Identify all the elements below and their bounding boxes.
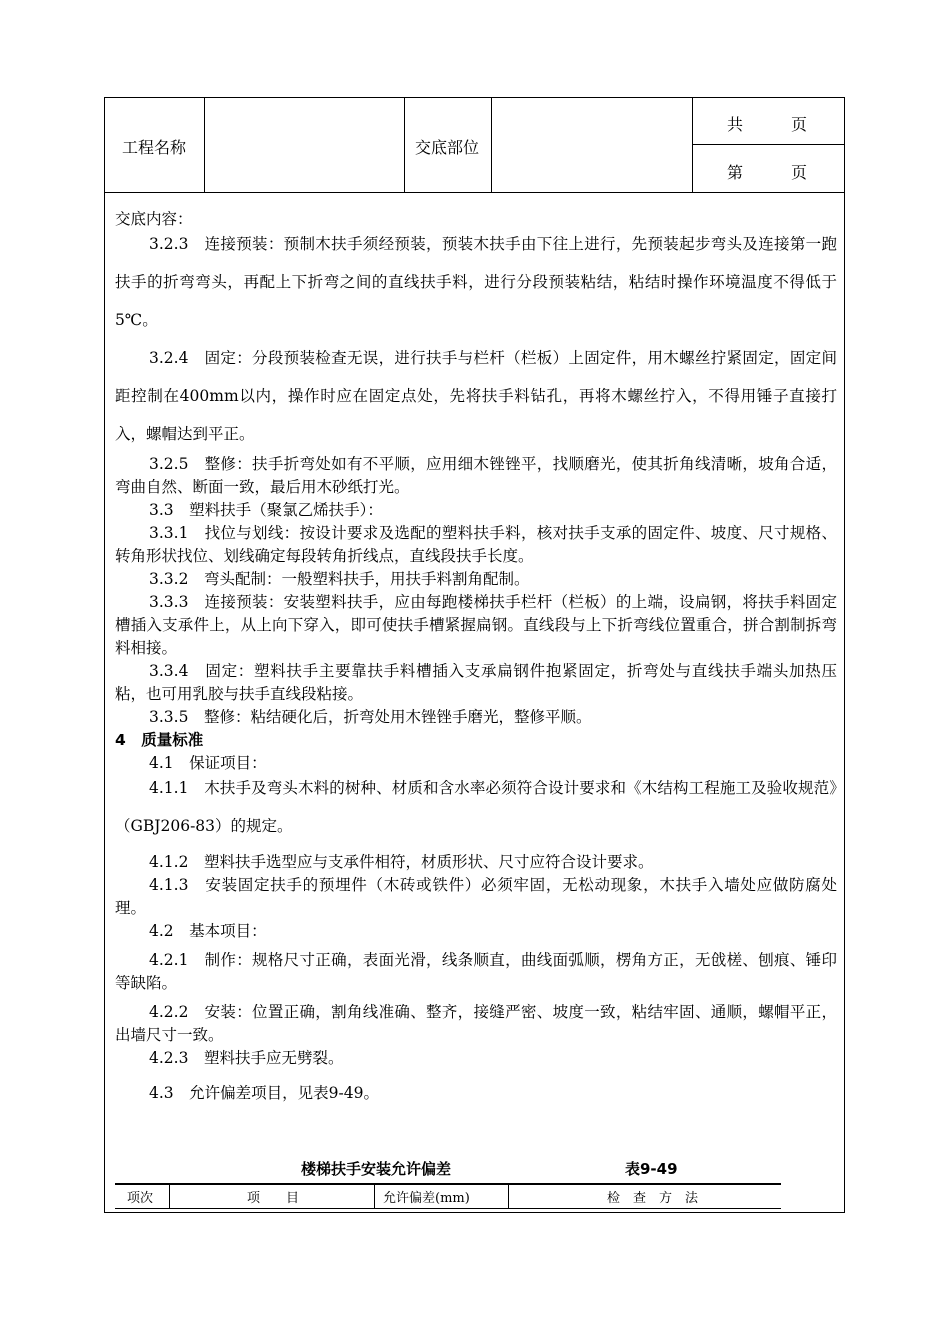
heading-3-3: 3.3 塑料扶手（聚氯乙烯扶手）： — [149, 501, 383, 519]
header-divider — [404, 98, 405, 193]
paragraph-3-2-5: 3.2.5 整修：扶手折弯处如有不平顺，应用细木锉锉平，找顺磨光，使其折角线清晰，坡角合适，弯曲自然、断面一致，最后用木砂纸打光。 — [115, 455, 837, 496]
heading-4-1: 4.1 保证项目： — [149, 754, 267, 772]
total-pages: 共 页 — [727, 115, 808, 134]
table-column-divider — [374, 1185, 375, 1209]
paragraph-4-1-3: 4.1.3 安装固定扶手的预埋件（木砖或铁件）必须牢固，无松动现象，木扶手入墙处应做防腐处理。 — [115, 876, 837, 917]
column-header-tolerance: 允许偏差(mm) — [383, 1191, 470, 1206]
paragraph-3-3-3: 3.3.3 连接预装：安装塑料扶手，应由每跑楼梯扶手栏杆（栏板）的上端，设扁钢，将扶手料固定槽插入支承件上，从上向下穿入，即可使扶手槽紧握扁钢。直线段与上下折弯线位置重合，拼合割制拆弯料相接。 — [115, 593, 837, 657]
table-column-divider — [508, 1185, 509, 1209]
page-number: 第 页 — [727, 163, 808, 182]
project-name-label: 工程名称 — [122, 138, 187, 157]
header-divider — [204, 98, 205, 193]
paragraph-4-2-1: 4.2.1 制作：规格尺寸正确，表面光滑，线条顺直，曲线面弧顺，楞角方正，无戗槎、刨痕、锤印等缺陷。 — [115, 951, 837, 992]
column-header-method: 检 查 方 法 — [607, 1191, 699, 1206]
table-title: 楼梯扶手安装允许偏差 — [301, 1160, 452, 1178]
paragraph-3-3-2: 3.3.2 弯头配制：一般塑料扶手，用扶手料割角配制。 — [149, 570, 530, 588]
header-table — [105, 98, 844, 193]
paragraph-4-2-2: 4.2.2 安装：位置正确，割角线准确、整齐，接缝严密、坡度一致，粘结牢固、通顺，螺帽平正，出墙尺寸一致。 — [115, 1003, 837, 1044]
header-divider — [692, 98, 693, 193]
table-column-divider — [169, 1185, 170, 1209]
paragraph-3-2-4: 3.2.4 固定：分段预装检查无误，进行扶手与栏杆（栏板）上固定件，用木螺丝拧紧固定，固定间距控制在400mm以内，操作时应在固定点处，先将扶手料钻孔，再将木螺丝拧入，不得用锤子直接打入，螺帽达到平正。 — [115, 349, 837, 443]
document-frame — [104, 97, 845, 1213]
heading-4-2: 4.2 基本项目： — [149, 922, 267, 940]
paragraph-3-3-1: 3.3.1 找位与划线：按设计要求及选配的塑料扶手料，核对扶手支承的固定件、坡度、尺寸规格、转角形状找位、划线确定每段转角折线点，直线段扶手长度。 — [115, 524, 837, 565]
paragraph-3-3-5: 3.3.5 整修：粘结硬化后，折弯处用木锉锉手磨光，整修平顺。 — [149, 708, 592, 726]
paragraph-4-1-1: 4.1.1 木扶手及弯头木料的树种、材质和含水率必须符合设计要求和《木结构工程施工及验收规范》（GBJ206-83）的规定。 — [115, 779, 837, 835]
column-header-item-no: 项次 — [127, 1191, 154, 1206]
header-divider — [692, 144, 844, 145]
header-divider — [491, 98, 492, 193]
deviation-table-header — [115, 1183, 781, 1209]
paragraph-4-1-2: 4.1.2 塑料扶手选型应与支承件相符，材质形状、尺寸应符合设计要求。 — [149, 853, 654, 871]
handover-part-label: 交底部位 — [415, 138, 480, 157]
paragraph-3-2-3: 3.2.3 连接预装：预制木扶手须经预装，预装木扶手由下往上进行，先预装起步弯头及连接第一跑扶手的折弯弯头，再配上下折弯之间的直线扶手料，进行分段预装粘结，粘结时操作环境温度不得低于5℃。 — [115, 235, 837, 329]
table-number: 表9-49 — [625, 1160, 678, 1178]
handover-content — [115, 208, 837, 1105]
column-header-item: 项 目 — [247, 1191, 300, 1206]
paragraph-3-3-4: 3.3.4 固定：塑料扶手主要靠扶手料槽插入支承扁钢件抱紧固定，折弯处与直线扶手端头加热压粘，也可用乳胶与扶手直线段粘接。 — [115, 662, 837, 703]
heading-4: 4 质量标准 — [115, 731, 204, 749]
content-intro: 交底内容： — [115, 210, 193, 228]
paragraph-4-2-3: 4.2.3 塑料扶手应无劈裂。 — [149, 1049, 344, 1067]
paragraph-4-3: 4.3 允许偏差项目，见表9-49。 — [149, 1084, 379, 1102]
